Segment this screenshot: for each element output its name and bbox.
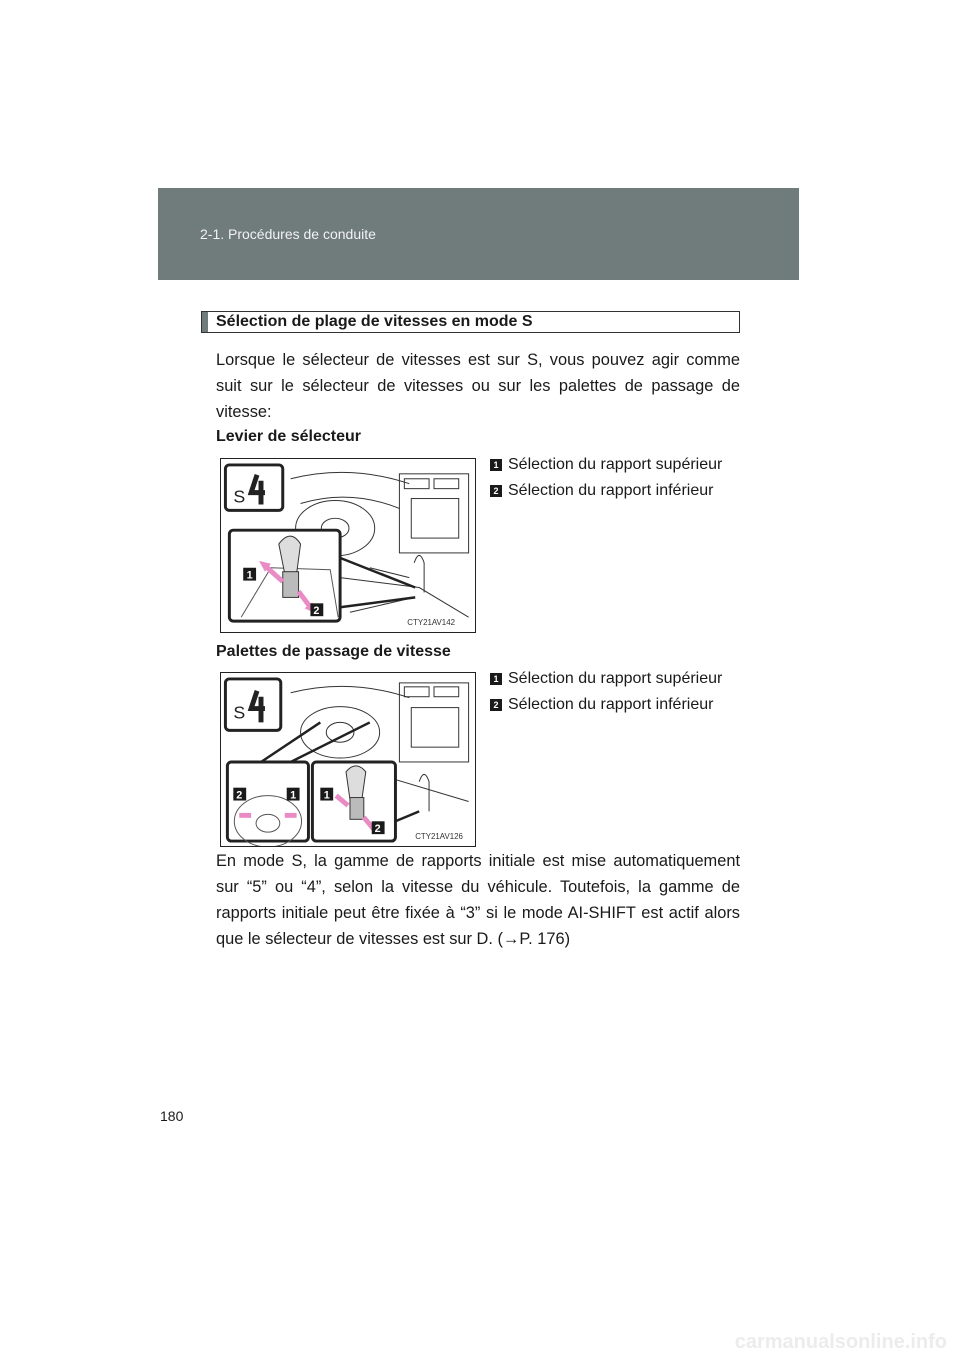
lever-figure [220, 458, 476, 633]
section-heading [201, 311, 740, 333]
closing-paragraph: En mode S, la gamme de rapports initiale est mise automatiquement sur “5” ou “4”, selon la vitesse du véhicule. Toutefois, la gamme de rapports initiale peut être fixée à “3” si le mode AI-SHIFT est actif alors que le sélecteur de vitesses est sur D. (→P. 176) [216, 852, 740, 948]
svg-text:2: 2 [313, 605, 320, 618]
paddles-legend [490, 666, 722, 718]
legend-item [490, 452, 722, 478]
watermark-text: carmanualsonline.info [734, 1331, 947, 1353]
lever-figure-code: CTY21AV142 [407, 618, 455, 628]
lever-inset [312, 762, 395, 841]
legend-label: Sélection du rapport inférieur [508, 482, 714, 499]
lever-legend [490, 452, 722, 504]
legend-number: 2 [490, 485, 502, 497]
svg-text:S: S [233, 486, 246, 507]
svg-text:2: 2 [236, 789, 243, 802]
svg-text:1: 1 [246, 569, 253, 582]
page-number: 180 [160, 1108, 184, 1124]
lever-heading: Levier de sélecteur [216, 428, 361, 445]
svg-text:S: S [233, 702, 246, 723]
legend-item [490, 666, 722, 692]
paddles-figure [220, 672, 476, 847]
paddle-inset [227, 762, 308, 846]
svg-text:1: 1 [290, 789, 297, 802]
chapter-header [158, 188, 799, 280]
svg-text:1: 1 [323, 789, 330, 802]
section-marker [202, 312, 208, 332]
paddles-figure-code: CTY21AV126 [415, 832, 463, 842]
gear-display-inset [225, 465, 282, 510]
svg-text:2: 2 [374, 823, 381, 836]
legend-label: Sélection du rapport inférieur [508, 696, 714, 713]
paddles-illustration [221, 673, 475, 846]
gear-display-inset [225, 679, 280, 730]
legend-number: 1 [490, 673, 502, 685]
legend-number: 1 [490, 459, 502, 471]
watermark [592, 1328, 952, 1354]
legend-item [490, 478, 722, 504]
section-title: Sélection de plage de vitesses en mode S [216, 313, 533, 330]
breadcrumb: 2-1. Procédures de conduite [200, 226, 376, 242]
legend-label: Sélection du rapport supérieur [508, 670, 723, 687]
callout-1 [243, 568, 256, 582]
intro-paragraph: Lorsque le sélecteur de vitesses est sur S, vous pouvez agir comme suit sur le sélecteur de vitesses ou sur les palettes de passage de vitesse: [216, 351, 740, 421]
legend-number: 2 [490, 699, 502, 711]
legend-label: Sélection du rapport supérieur [508, 456, 723, 473]
lever-illustration [221, 459, 475, 632]
paddles-heading: Palettes de passage de vitesse [216, 643, 451, 660]
callout-2 [310, 603, 323, 617]
legend-item [490, 692, 722, 718]
